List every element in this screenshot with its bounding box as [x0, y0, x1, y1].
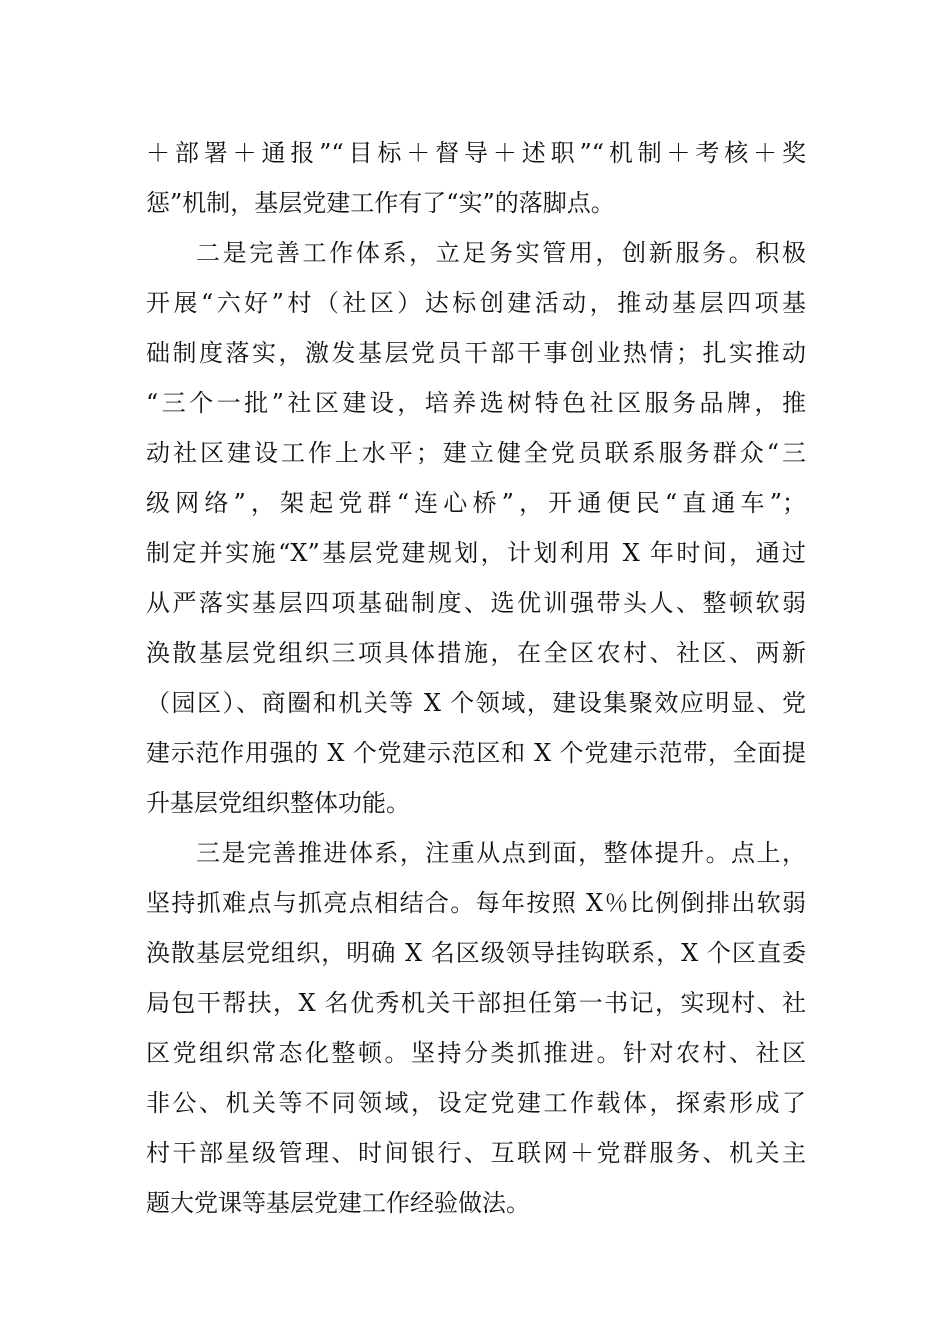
text-line: 级网络”，架起党群“连心桥”，开通便民“直通车”；	[146, 489, 806, 517]
text-line: 动社区建设工作上水平；建立健全党员联系服务群众“三	[146, 439, 806, 467]
text-line: 建示范作用强的 X 个党建示范区和 X 个党建示范带，全面提	[146, 739, 806, 767]
text-line: 题大党课等基层党建工作经验做法。	[146, 1189, 530, 1217]
text-line: 涣散基层党组织，明确 X 名区级领导挂钩联系，X 个区直委	[146, 939, 806, 967]
text-line: 三是完善推进体系，注重从点到面，整体提升。点上，	[196, 839, 806, 867]
text-line: 非公、机关等不同领域，设定党建工作载体，探索形成了	[146, 1089, 806, 1117]
paragraph	[146, 828, 806, 1228]
text-line: ＋部署＋通报”“目标＋督导＋述职”“机制＋考核＋奖	[146, 139, 806, 167]
paragraph	[146, 228, 806, 828]
text-line: 涣散基层党组织三项具体措施，在全区农村、社区、两新	[146, 639, 806, 667]
document-body	[146, 128, 806, 1228]
text-line: 村干部星级管理、时间银行、互联网＋党群服务、机关主	[146, 1139, 806, 1167]
text-line: 坚持抓难点与抓亮点相结合。每年按照 X％比例倒排出软弱	[146, 889, 806, 917]
paragraph	[146, 128, 806, 228]
text-line: 局包干帮扶，X 名优秀机关干部担任第一书记，实现村、社	[146, 989, 806, 1017]
text-line: 制定并实施“X”基层党建规划，计划利用 X 年时间，通过	[146, 539, 806, 567]
text-line: 础制度落实，激发基层党员干部干事创业热情；扎实推动	[146, 339, 806, 367]
text-line: 二是完善工作体系，立足务实管用，创新服务。积极	[196, 239, 806, 267]
text-line: 开展“六好”村（社区）达标创建活动，推动基层四项基	[146, 289, 806, 317]
text-line: 从严落实基层四项基础制度、选优训强带头人、整顿软弱	[146, 589, 806, 617]
text-line: 升基层党组织整体功能。	[146, 789, 410, 817]
text-line: “三个一批”社区建设，培养选树特色社区服务品牌，推	[146, 389, 806, 417]
text-line: （园区）、商圈和机关等 X 个领域，建设集聚效应明显、党	[146, 689, 806, 717]
text-line: 惩”机制，基层党建工作有了“实”的落脚点。	[146, 189, 615, 217]
text-line: 区党组织常态化整顿。坚持分类抓推进。针对农村、社区	[146, 1039, 806, 1067]
